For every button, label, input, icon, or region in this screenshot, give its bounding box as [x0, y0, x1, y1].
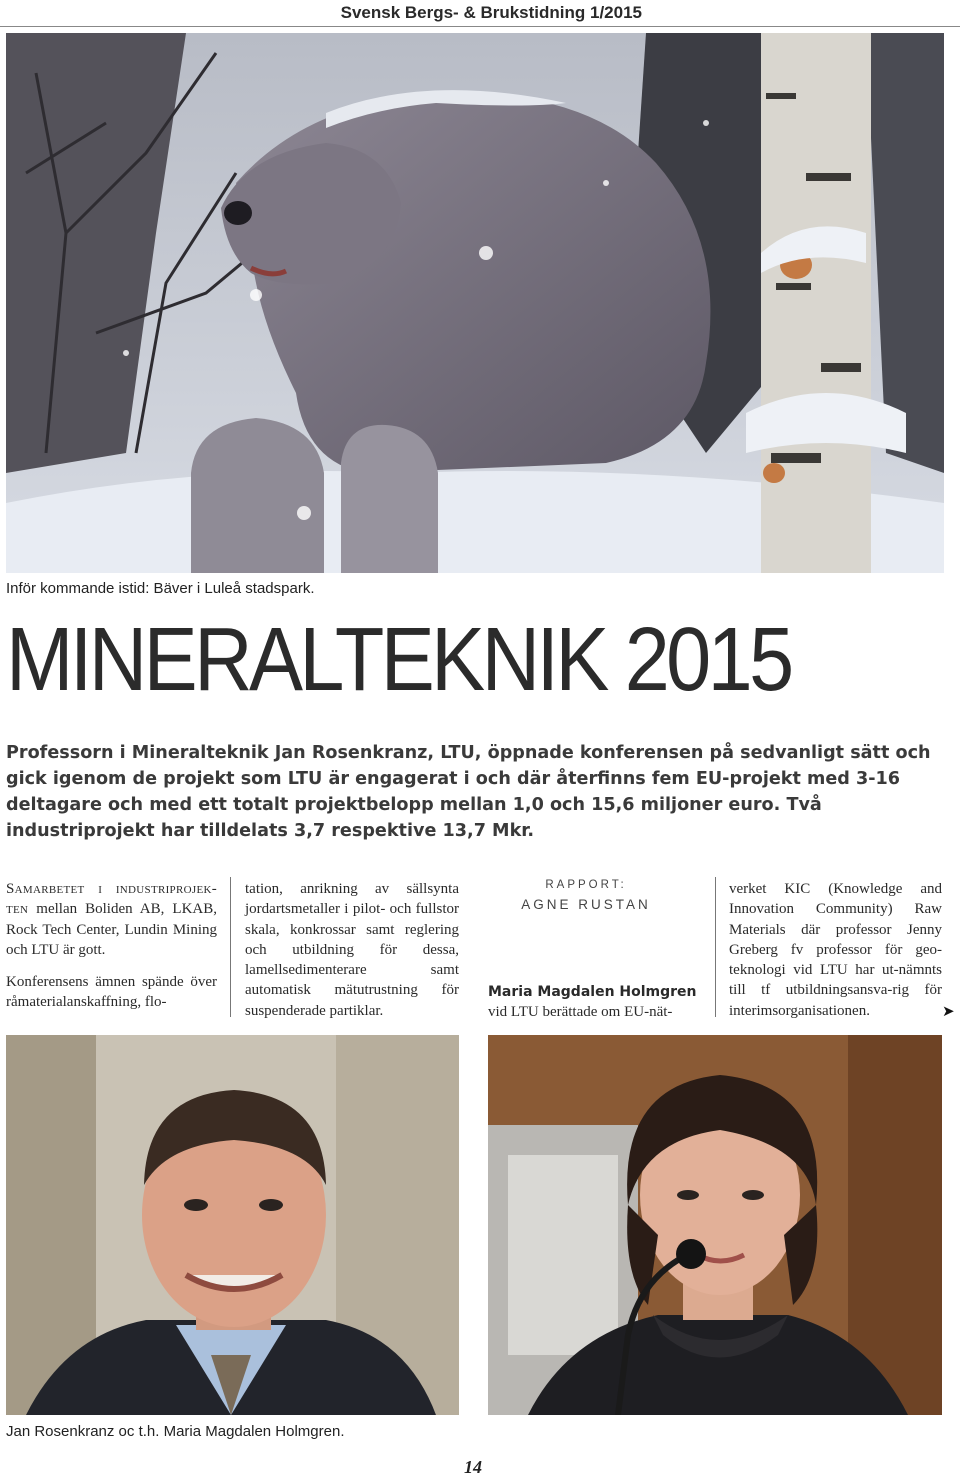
article-column-2 [245, 879, 459, 1033]
column-2-paragraph-1: tation, anrikning av sällsynta jordartsmetaller i pilot- och fullstor skala, konkrossar samt reglering och utbildning för dessa, lamellsedimenterare samt automatisk mätutrustning för suspenderade partiklar. [245, 881, 459, 1019]
jan-rosenkranz-photo [6, 1035, 459, 1415]
byline-author: AGNE RUSTAN [521, 897, 651, 912]
column-divider [715, 877, 716, 1017]
publication-title: Svensk Bergs- & Brukstidning 1/2015 [340, 3, 642, 22]
small-caps-opening: Samarbetet i industriprojek-ten [6, 881, 217, 918]
column-3-person-name: Maria Magdalen Holmgren [488, 984, 697, 1000]
article-column-3 [488, 877, 697, 1020]
article-column-4 [729, 879, 942, 1033]
top-photo-caption: Inför kommande istid: Bäver i Luleå stadspark. [6, 580, 315, 597]
column-1-paragraph-2: Konferensens ämnen spände över råmaterialanskaffning, flo- [6, 974, 217, 1011]
header-divider [0, 26, 960, 27]
article-headline: MINERALTEKNIK 2015 [6, 610, 791, 710]
page-number: 14 [464, 1457, 482, 1477]
maria-magdalen-holmgren-photo [488, 1035, 942, 1415]
column-1-paragraph-1 [6, 879, 217, 960]
article-column-1 [6, 879, 217, 1025]
byline-label: RAPPORT: [545, 879, 627, 891]
running-header [0, 0, 960, 26]
column-1-paragraph-1-text: mellan Boliden AB, LKAB, Rock Tech Center, Lundin Mining och LTU är gott. [6, 901, 217, 958]
arrow-right-icon: ➤ [942, 1003, 955, 1020]
column-4-paragraph-1 [729, 879, 942, 1021]
article-lead: Professorn i Mineralteknik Jan Rosenkranz, LTU, öppnade konferensen på sedvanligt sätt och gick igenom de projekt som LTU är engagerat i och där återfinns fem EU-projekt med 3-16 deltagare och med ett totalt projektbelopp mellan 1,0 och 15,6 miljoner euro. Två industriprojekt har tilldelats 3,7 respektive 13,7 Mkr. [6, 743, 931, 841]
column-3-text: vid LTU berättade om EU-nät- [488, 1004, 673, 1020]
column-4-text: verket KIC (Knowledge and Innovation Community) Raw Materials där professor Jenny Greberg fv professor för geo-teknologi vid LTU har ut-nämnts till tf utbildningsansva-rig för interimsorganisationen. [729, 881, 942, 1019]
column-divider [230, 877, 231, 1017]
bottom-photos-caption: Jan Rosenkranz oc t.h. Maria Magdalen Holmgren. [6, 1423, 345, 1440]
beaver-photo [6, 33, 944, 573]
